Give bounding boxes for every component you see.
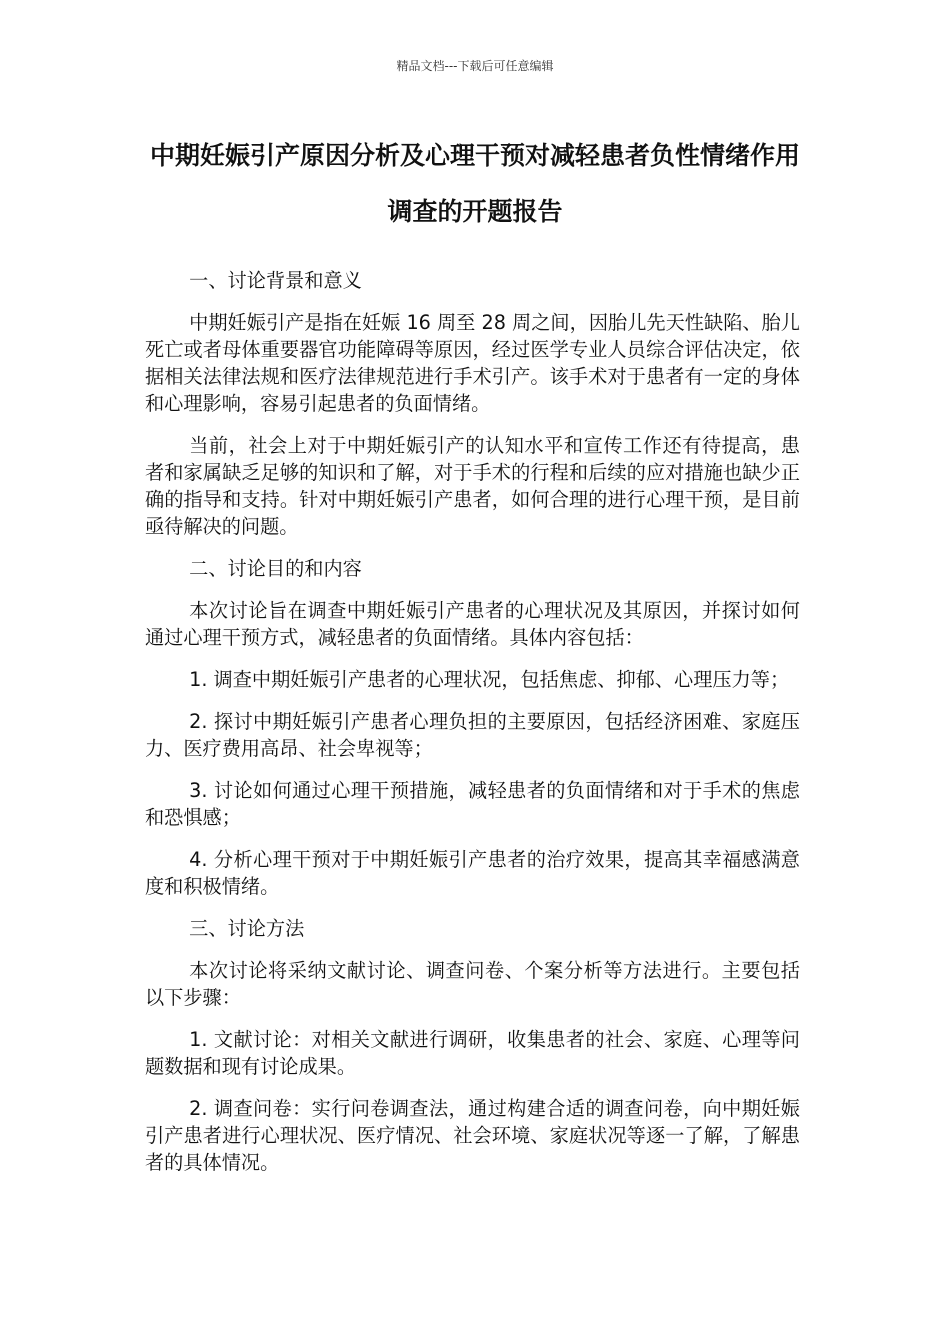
paragraph-definition: 中期妊娠引产是指在妊娠 16 周至 28 周之间，因胎儿先天性缺陷、胎儿死亡或者母体重要器官功能障碍等原因，经过医学专业人员综合评估决定，依据相关法律法规和医疗法律规范进行手术引产。该手术对于患者有一定的身体和心理影响，容易引起患者的负面情绪。 xyxy=(145,311,800,415)
list-item-purpose-3: 3. 讨论如何通过心理干预措施，减轻患者的负面情绪和对于手术的焦虑和恐惧感； xyxy=(145,779,800,829)
list-item-method-2: 2. 调查问卷：实行问卷调查法，通过构建合适的调查问卷，向中期妊娠引产患者进行心理状况、医疗情况、社会环境、家庭状况等逐一了解，了解患者的具体情况。 xyxy=(145,1097,800,1174)
page-header-note: 精品文档---下载后可任意编辑 xyxy=(396,59,554,73)
section-heading-methods: 三、讨论方法 xyxy=(189,917,305,940)
document-body xyxy=(145,267,800,1191)
list-item-purpose-1: 1. 调查中期妊娠引产患者的心理状况，包括焦虑、抑郁、心理压力等； xyxy=(189,668,790,691)
document-title: 中期妊娠引产原因分析及心理干预对减轻患者负性情绪作用调查的开题报告 xyxy=(149,141,800,226)
paragraph-methods-intro: 本次讨论将采纳文献讨论、调查问卷、个案分析等方法进行。主要包括以下步骤： xyxy=(145,959,800,1009)
list-item-purpose-2: 2. 探讨中期妊娠引产患者心理负担的主要原因，包括经济困难、家庭压力、医疗费用高昂、社会卑视等； xyxy=(145,710,800,760)
list-item-method-1: 1. 文献讨论：对相关文献进行调研，收集患者的社会、家庭、心理等问题数据和现有讨论成果。 xyxy=(145,1028,800,1078)
paragraph-current-situation: 当前，社会上对于中期妊娠引产的认知水平和宣传工作还有待提高，患者和家属缺乏足够的知识和了解，对于手术的行程和后续的应对措施也缺少正确的指导和支持。针对中期妊娠引产患者，如何合理的进行心理干预，是目前亟待解决的问题。 xyxy=(145,434,800,538)
list-item-purpose-4: 4. 分析心理干预对于中期妊娠引产患者的治疗效果，提高其幸福感满意度和积极情绪。 xyxy=(145,848,800,898)
section-heading-background: 一、讨论背景和意义 xyxy=(189,269,362,292)
paragraph-purpose-intro: 本次讨论旨在调查中期妊娠引产患者的心理状况及其原因，并探讨如何通过心理干预方式，减轻患者的负面情绪。具体内容包括： xyxy=(145,599,800,649)
section-heading-purpose: 二、讨论目的和内容 xyxy=(189,557,362,580)
